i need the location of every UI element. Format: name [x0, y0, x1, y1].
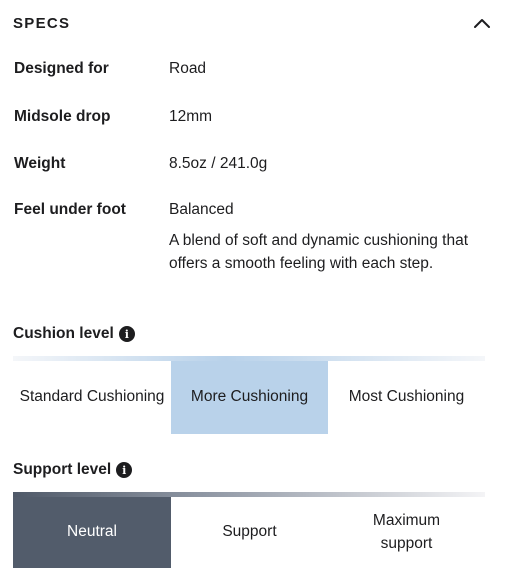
spec-value: 8.5oz / 241.0g — [169, 155, 268, 172]
spec-label: Midsole drop — [14, 108, 111, 125]
cushion-option-standard[interactable]: Standard Cushioning — [19, 388, 165, 406]
section-title: SPECS — [13, 14, 71, 32]
support-level-title: Support level — [13, 461, 112, 478]
spec-row-midsole-drop — [14, 106, 494, 128]
spec-label: Weight — [14, 155, 66, 172]
spec-row-weight — [14, 153, 494, 175]
spec-label: Designed for — [14, 60, 109, 77]
support-option-maximum[interactable]: Maximum support — [372, 512, 441, 552]
spec-value: Road — [169, 60, 207, 77]
spec-row-designed-for — [14, 58, 494, 80]
spec-value-group — [169, 199, 479, 275]
support-option-support[interactable]: Support — [222, 523, 277, 541]
spec-value: Balanced — [169, 201, 234, 218]
cushion-level-title: Cushion level — [13, 325, 114, 342]
cushion-option-most[interactable]: Most Cushioning — [348, 388, 465, 406]
chevron-up-icon[interactable] — [471, 12, 493, 34]
spec-row-feel-under-foot — [14, 199, 494, 275]
support-level-heading — [13, 461, 132, 479]
cushion-level-heading — [13, 325, 135, 343]
cushion-option-more[interactable]: More Cushioning — [171, 361, 328, 434]
cushion-options — [13, 361, 485, 434]
spec-value: 12mm — [169, 108, 213, 125]
info-icon[interactable]: i — [119, 326, 135, 342]
specs-header[interactable] — [13, 10, 493, 36]
info-icon[interactable]: i — [116, 462, 132, 478]
support-option-neutral[interactable]: Neutral — [13, 497, 171, 568]
support-options — [13, 497, 485, 568]
spec-label: Feel under foot — [14, 201, 126, 218]
spec-description: A blend of soft and dynamic cushioning that offers a smooth feeling with each step. — [169, 232, 469, 272]
